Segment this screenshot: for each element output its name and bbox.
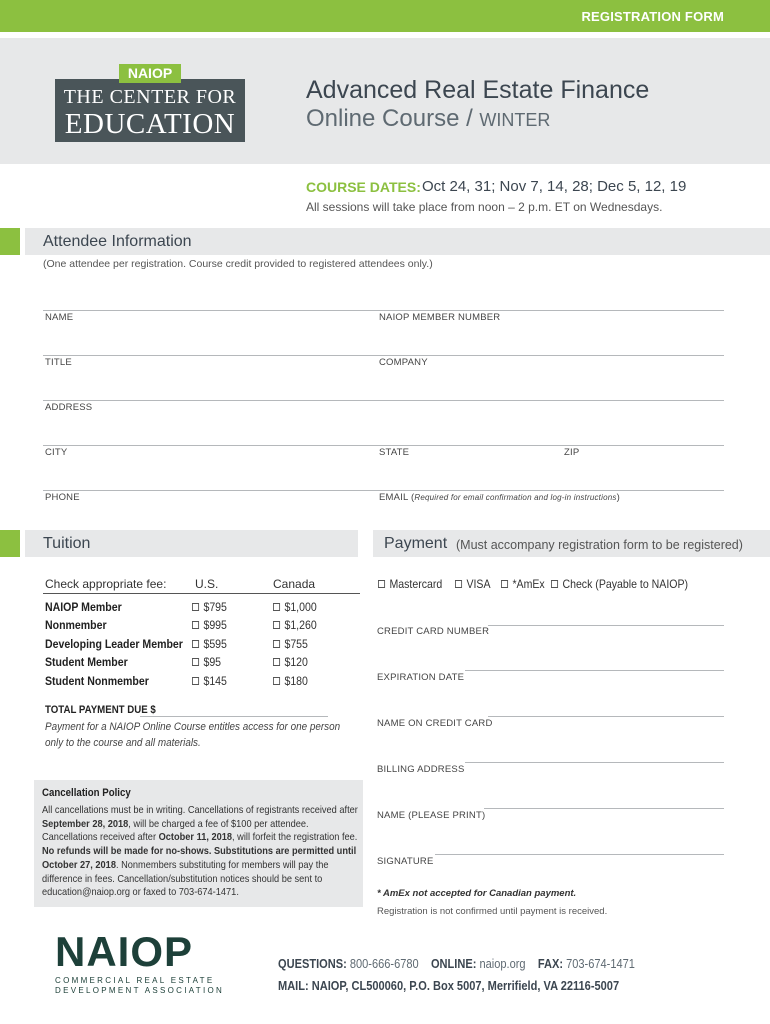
policy-text: All cancellations must be in writing. Cancellations of registrants received after [42,804,358,816]
mail-address: NAIOP, CL500060, P.O. Box 5007, Merrifield, VA 22116-5007 [311,978,620,993]
member-number-field-label: NAIOP MEMBER NUMBER [379,312,501,323]
naiop-tagline-1: COMMERCIAL REAL ESTATE [55,976,215,985]
us-fee-option[interactable] [192,674,227,688]
checkbox-icon[interactable] [551,580,558,588]
course-format: Online Course / [306,105,480,132]
mail-label: MAIL: [278,978,309,993]
checkbox-icon[interactable] [273,603,280,611]
tuition-row-label: Student Member [45,655,128,669]
logo-line-1: THE CENTER FOR [63,86,237,108]
canada-fee: $1,260 [284,618,317,632]
billing-address-label: BILLING ADDRESS [377,764,465,775]
checkbox-icon[interactable] [192,621,199,629]
state-field-label: STATE [379,447,410,458]
policy-date-2: October 11, 2018 [158,831,233,844]
checkbox-icon[interactable] [273,658,280,666]
signature-line[interactable] [435,854,724,855]
us-fee-option[interactable] [192,618,227,632]
policy-text: , will be charged a fee of $100 per attendee. Cancellations received after [42,817,309,844]
canada-fee: $120 [284,655,308,669]
fax-number: 703-674-1471 [566,956,635,971]
tuition-row-label: NAIOP Member [45,600,122,614]
cancellation-title: Cancellation Policy [42,787,131,799]
footer-mail-line [278,978,619,993]
checkbox-icon[interactable] [501,580,508,588]
naiop-logo: NAIOP [55,928,194,975]
city-field-label: CITY [45,447,68,458]
total-payment-line[interactable] [140,716,328,717]
name-field-label: NAME [45,312,74,323]
address-field-label: ADDRESS [45,402,93,413]
amex-option[interactable] [501,577,545,591]
checkbox-icon[interactable] [192,658,199,666]
checkbox-icon[interactable] [273,677,280,685]
company-field-label: COMPANY [379,357,428,368]
city-line[interactable] [43,445,724,446]
policy-date-1: September 28, 2018 [42,817,129,830]
check-option[interactable] [551,577,688,591]
questions-phone[interactable]: 800-666-6780 [349,956,419,971]
us-fee: $595 [203,637,227,651]
name-print-line[interactable] [484,808,724,809]
phone-field-label: PHONE [45,492,80,503]
email-field-label [379,492,620,503]
card-number-line[interactable] [488,625,724,626]
logo-line-2: EDUCATION [64,108,236,140]
checkbox-icon[interactable] [192,677,199,685]
email-label-text: EMAIL ( [379,492,415,503]
tuition-row-label: Nonmember [45,618,107,632]
course-dates-label: COURSE DATES: [306,179,421,195]
zip-field-label: ZIP [564,447,580,458]
canada-fee: $755 [284,637,308,651]
policy-text: . Nonmembers substituting for members will pay the difference in fees. Cancellation/substitution notices should be sent to education@naiop.org or faxed to 703-674-1471. [42,858,329,899]
signature-label: SIGNATURE [377,856,434,867]
policy-no-refunds: No refunds will be made for no-shows. Substitutions are permitted until October 27, 2018 [42,845,357,871]
tuition-section-title: Tuition [43,535,91,552]
check-fee-header: Check appropriate fee: [45,577,167,591]
us-fee-option[interactable] [192,655,221,669]
canada-fee-option[interactable] [273,600,317,614]
canada-fee-option[interactable] [273,674,308,688]
checkbox-icon[interactable] [273,640,280,648]
us-fee: $95 [203,655,222,669]
canada-fee: $1,000 [284,600,317,614]
tuition-green-tab [0,530,20,557]
name-on-card-label: NAME ON CREDIT CARD [377,718,493,729]
logo-naiop-tab: NAIOP [119,64,181,83]
checkbox-icon[interactable] [192,640,199,648]
course-dates-value: Oct 24, 31; Nov 7, 14, 28; Dec 5, 12, 19 [422,178,687,195]
check-label: Check (Payable to NAIOP) [562,577,689,591]
tuition-note-line-2: only to the course and all materials. [45,737,201,749]
policy-text: , will forfeit the registration fee. [232,831,358,844]
total-payment-label: TOTAL PAYMENT DUE $ [45,704,156,716]
checkbox-icon[interactable] [273,621,280,629]
name-on-card-line[interactable] [488,716,724,717]
cancellation-policy-text [42,804,359,900]
canada-column-header: Canada [273,577,316,591]
visa-label: VISA [466,577,491,591]
tuition-header-rule [43,593,360,594]
course-subtitle [306,105,550,133]
us-fee-option[interactable] [192,600,227,614]
email-required-note: Required for email confirmation and log-in instructions [414,493,617,502]
name-print-label: NAME (PLEASE PRINT) [377,810,486,821]
payment-section-title: Payment [384,535,448,552]
tuition-note-line-1: Payment for a NAIOP Online Course entitles access for one person [45,721,341,733]
card-number-label: CREDIT CARD NUMBER [377,626,490,637]
expiration-label: EXPIRATION DATE [377,672,465,683]
visa-option[interactable] [455,577,491,591]
online-link[interactable]: naiop.org [479,956,526,971]
canada-fee-option[interactable] [273,655,308,669]
name-line[interactable] [43,310,724,311]
title-line[interactable] [43,355,724,356]
mastercard-option[interactable] [378,577,442,591]
registration-form-label: REGISTRATION FORM [581,9,724,24]
canada-fee-option[interactable] [273,637,308,651]
us-fee: $795 [203,600,227,614]
attendee-green-tab [0,228,20,255]
us-fee-option[interactable] [192,637,227,651]
course-sessions-note: All sessions will take place from noon – 2 p.m. ET on Wednesdays. [306,200,663,214]
expiration-line[interactable] [465,670,724,671]
checkbox-icon[interactable] [192,603,199,611]
us-fee: $995 [203,618,227,632]
attendee-section-title: Attendee Information [43,233,192,250]
us-column-header: U.S. [195,577,219,591]
canada-fee-option[interactable] [273,618,317,632]
amex-note: * AmEx not accepted for Canadian payment. [377,888,577,899]
mastercard-label: Mastercard [389,577,443,591]
email-label-close: ) [616,492,620,503]
questions-label: QUESTIONS: [278,956,347,971]
attendee-note: (One attendee per registration. Course credit provided to registered attendees only.) [43,258,433,270]
course-season: WINTER [479,110,551,130]
fax-label: FAX: [537,956,564,971]
footer-contact-line [278,956,635,971]
course-title: Advanced Real Estate Finance [306,76,650,104]
address-line[interactable] [43,400,724,401]
phone-line[interactable] [43,490,724,491]
checkbox-icon[interactable] [378,580,385,588]
billing-address-line[interactable] [465,762,724,763]
tuition-row-label: Student Nonmember [45,674,149,688]
naiop-tagline-2: DEVELOPMENT ASSOCIATION [55,986,225,995]
tuition-row-label: Developing Leader Member [45,637,183,651]
canada-fee: $180 [284,674,308,688]
title-field-label: TITLE [45,357,72,368]
us-fee: $145 [203,674,227,688]
payment-subtitle: (Must accompany registration form to be registered) [456,538,743,552]
amex-label: *AmEx [512,577,545,591]
online-label: ONLINE: [430,956,477,971]
checkbox-icon[interactable] [455,580,462,588]
confirmation-note: Registration is not confirmed until payment is received. [377,906,608,917]
